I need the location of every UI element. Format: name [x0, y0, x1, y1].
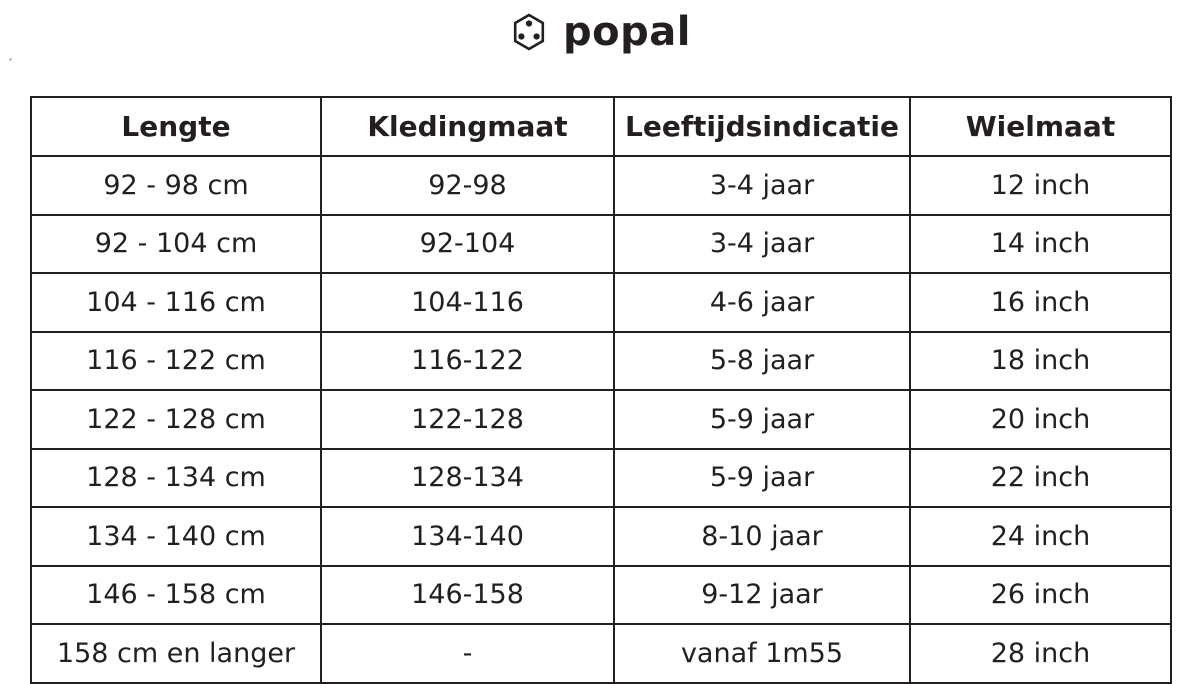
cell-lengte: 92 - 104 cm — [31, 215, 321, 274]
cell-kledingmaat: 92-104 — [321, 215, 614, 274]
column-header-kledingmaat: Kledingmaat — [321, 97, 614, 156]
cell-leeftijdsindicatie: 9-12 jaar — [614, 566, 910, 625]
cell-lengte: 158 cm en langer — [31, 624, 321, 683]
column-header-leeftijdsindicatie: Leeftijdsindicatie — [614, 97, 910, 156]
cell-lengte: 128 - 134 cm — [31, 449, 321, 508]
cell-wielmaat: 18 inch — [910, 332, 1171, 391]
cell-leeftijdsindicatie: vanaf 1m55 — [614, 624, 910, 683]
table-row — [31, 215, 1171, 274]
table-row — [31, 156, 1171, 215]
cell-kledingmaat: - — [321, 624, 614, 683]
table-row — [31, 390, 1171, 449]
table-row — [31, 273, 1171, 332]
cell-wielmaat: 22 inch — [910, 449, 1171, 508]
brand-name: popal — [563, 9, 691, 55]
column-header-lengte: Lengte — [31, 97, 321, 156]
cell-wielmaat: 14 inch — [910, 215, 1171, 274]
table-row — [31, 507, 1171, 566]
cell-kledingmaat: 134-140 — [321, 507, 614, 566]
size-table — [30, 96, 1172, 684]
popal-hexagon-logo-icon — [509, 12, 549, 52]
cell-leeftijdsindicatie: 8-10 jaar — [614, 507, 910, 566]
cell-wielmaat: 16 inch — [910, 273, 1171, 332]
cell-wielmaat: 24 inch — [910, 507, 1171, 566]
cell-kledingmaat: 122-128 — [321, 390, 614, 449]
cell-leeftijdsindicatie: 3-4 jaar — [614, 156, 910, 215]
cell-wielmaat: 12 inch — [910, 156, 1171, 215]
cell-kledingmaat: 116-122 — [321, 332, 614, 391]
cell-kledingmaat: 92-98 — [321, 156, 614, 215]
cell-lengte: 116 - 122 cm — [31, 332, 321, 391]
table-row — [31, 449, 1171, 508]
cell-lengte: 104 - 116 cm — [31, 273, 321, 332]
table-row — [31, 624, 1171, 683]
column-header-wielmaat: Wielmaat — [910, 97, 1171, 156]
size-table-container — [30, 96, 1170, 684]
table-row — [31, 566, 1171, 625]
cell-lengte: 92 - 98 cm — [31, 156, 321, 215]
cell-wielmaat: 28 inch — [910, 624, 1171, 683]
cell-leeftijdsindicatie: 5-9 jaar — [614, 449, 910, 508]
table-header-row — [31, 97, 1171, 156]
cell-leeftijdsindicatie: 5-8 jaar — [614, 332, 910, 391]
table-row — [31, 332, 1171, 391]
cell-lengte: 134 - 140 cm — [31, 507, 321, 566]
cell-kledingmaat: 104-116 — [321, 273, 614, 332]
cell-leeftijdsindicatie: 4-6 jaar — [614, 273, 910, 332]
brand-header — [0, 4, 1200, 60]
cell-leeftijdsindicatie: 5-9 jaar — [614, 390, 910, 449]
cell-wielmaat: 26 inch — [910, 566, 1171, 625]
cell-lengte: 122 - 128 cm — [31, 390, 321, 449]
scan-artifact-dot — [9, 58, 12, 61]
cell-wielmaat: 20 inch — [910, 390, 1171, 449]
cell-leeftijdsindicatie: 3-4 jaar — [614, 215, 910, 274]
cell-lengte: 146 - 158 cm — [31, 566, 321, 625]
cell-kledingmaat: 128-134 — [321, 449, 614, 508]
cell-kledingmaat: 146-158 — [321, 566, 614, 625]
